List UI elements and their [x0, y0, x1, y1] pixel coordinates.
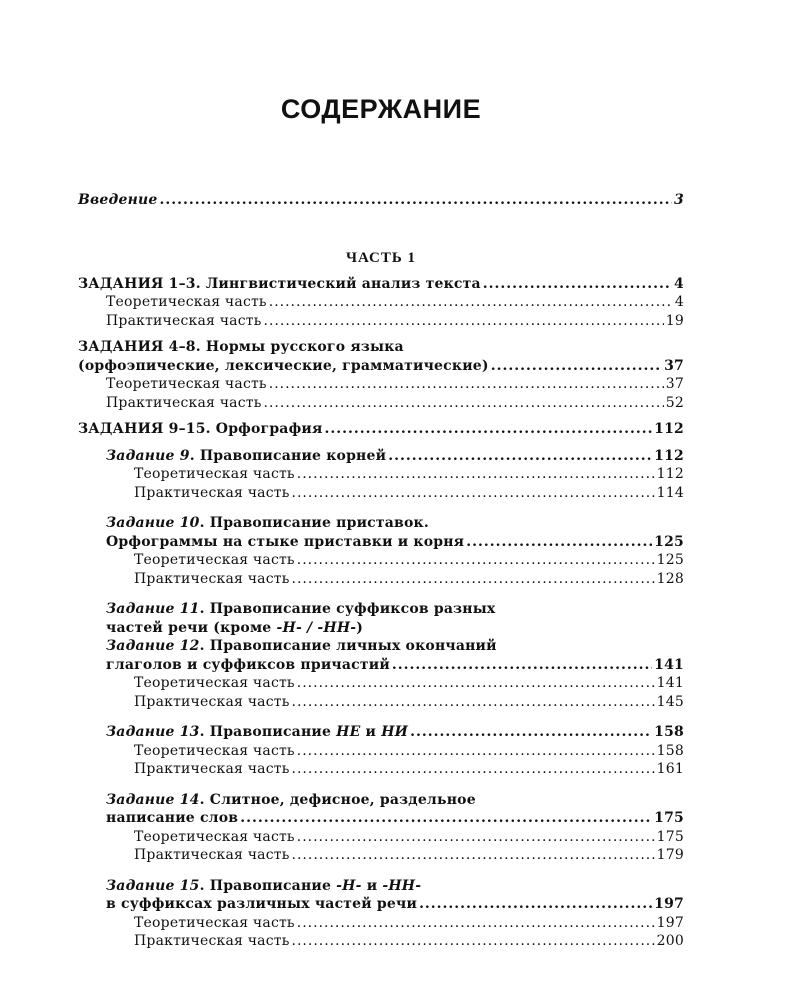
particle-term: НЕ [336, 724, 361, 740]
toc-label: Теоретическая часть [106, 376, 267, 392]
dot-leader [292, 484, 655, 503]
task-title: . Правописание суффиксов разных [199, 601, 496, 617]
toc-page-number: 52 [665, 394, 684, 411]
task-number: Задание 13 [106, 724, 200, 740]
toc-label [106, 723, 408, 742]
dot-leader [292, 932, 655, 951]
toc-page-number: 141 [656, 675, 684, 691]
task-title: . Правописание личных окончаний [199, 638, 497, 654]
toc-label: Практическая часть [134, 761, 290, 777]
task-number: Задание 11 [106, 601, 200, 617]
suffix-term: -Н- / -НН- [276, 619, 357, 636]
toc-entry-task-11-line2[interactable] [78, 619, 684, 638]
task-title: . Правописание [199, 877, 337, 894]
dot-leader [292, 846, 655, 865]
toc-label: Практическая часть [134, 933, 290, 949]
toc-page-number: 145 [656, 693, 684, 710]
toc-entry-task-14-line1[interactable] [78, 791, 684, 810]
toc-label: Практическая часть [134, 484, 290, 501]
toc-entry-theory[interactable] [78, 674, 684, 693]
toc-entry-theory[interactable] [78, 914, 684, 933]
suffix-term: -НН- [382, 877, 422, 894]
toc-entry-practice[interactable] [78, 394, 684, 413]
toc-label [106, 600, 495, 619]
dot-leader [388, 447, 652, 466]
toc-entry-task-11-line1[interactable] [78, 600, 684, 619]
toc-page-number: 141 [654, 656, 684, 673]
page-title: СОДЕРЖАНИЕ [280, 94, 482, 124]
toc-page-number: 125 [654, 533, 684, 550]
task-title: и [361, 877, 383, 894]
toc-page-number: 128 [656, 570, 684, 587]
dot-leader [297, 742, 655, 761]
task-number: Задание 15 [106, 877, 200, 894]
dot-leader [269, 375, 664, 394]
toc-entry-task-10-line1[interactable] [78, 514, 684, 533]
toc-label: Введение [78, 192, 158, 208]
toc-entry-practice[interactable] [78, 846, 684, 865]
toc-label [106, 791, 476, 810]
dot-leader [297, 551, 655, 570]
task-title: . Правописание приставок. [199, 515, 429, 531]
task-title: частей речи (кроме [106, 619, 277, 636]
toc-page-number: 161 [656, 761, 684, 777]
toc-entry-intro[interactable] [78, 191, 684, 210]
task-title: и [360, 724, 382, 740]
task-title: . Правописание корней [189, 447, 387, 464]
toc-label: Практическая часть [106, 312, 262, 329]
task-title: . Слитное, дефисное, раздельное [199, 791, 476, 808]
toc-label: (орфоэпические, лексические, грамматические) [78, 357, 489, 374]
dot-leader [297, 674, 655, 693]
toc-entry-task-15-line1[interactable] [78, 877, 684, 896]
toc-page-number: 112 [654, 447, 684, 464]
dot-leader [297, 465, 655, 484]
dot-leader [483, 275, 672, 294]
dot-leader [325, 420, 653, 439]
toc-page-number: 158 [656, 742, 684, 759]
task-number: Задание 10 [106, 515, 200, 531]
toc-label: Практическая часть [134, 570, 290, 587]
toc-entry-theory[interactable] [78, 465, 684, 484]
toc-page-number: 37 [664, 357, 684, 374]
toc-entry-theory[interactable] [78, 551, 684, 570]
toc-label: Орфограммы на стыке приставки и корня [106, 533, 465, 550]
toc-entry-practice[interactable] [78, 312, 684, 331]
toc-page-number: 175 [656, 828, 684, 845]
dot-leader [410, 723, 652, 742]
toc-entry-task-9[interactable] [78, 447, 684, 466]
toc-label: Практическая часть [106, 394, 262, 411]
dot-leader [297, 914, 655, 933]
dot-leader [264, 394, 664, 413]
part-heading: ЧАСТЬ 1 [345, 249, 417, 266]
dot-leader [297, 828, 655, 847]
toc-label: написание слов [106, 810, 239, 826]
dot-leader [159, 191, 672, 210]
dot-leader [466, 533, 652, 552]
toc-label: Теоретическая часть [134, 828, 295, 845]
toc-entry-theory[interactable] [78, 375, 684, 394]
dot-leader [292, 693, 655, 712]
dot-leader [240, 809, 652, 828]
toc-page-number: 114 [656, 484, 684, 501]
toc-entry-practice[interactable] [78, 484, 684, 503]
toc-label [106, 447, 386, 466]
dot-leader [292, 760, 655, 779]
toc-page-number: 179 [656, 847, 684, 863]
toc-page-number: 37 [665, 376, 684, 392]
task-number: Задание 12 [106, 638, 200, 654]
toc-page-number: 4 [674, 275, 684, 292]
toc-label [106, 637, 497, 656]
dot-leader [419, 895, 652, 914]
toc-page-number: 3 [674, 192, 684, 208]
toc-label [106, 619, 363, 638]
toc-label: Практическая часть [134, 693, 290, 710]
toc-label: Теоретическая часть [134, 552, 295, 568]
toc-page-number: 158 [654, 724, 684, 740]
toc-label: ЗАДАНИЯ 1–3. Лингвистический анализ текста [78, 275, 481, 292]
toc-page-number: 200 [656, 933, 684, 949]
toc-entry-tasks-1-3[interactable] [78, 275, 684, 294]
toc-page-number: 4 [674, 294, 684, 310]
task-number: Задание 9 [106, 447, 190, 464]
toc-entry-task-12-line1[interactable] [78, 637, 684, 656]
toc-page-number: 197 [656, 914, 684, 931]
toc-entry-theory[interactable] [78, 742, 684, 761]
dot-leader [491, 357, 662, 376]
toc-entry-tasks-4-8[interactable] [78, 357, 684, 376]
task-number: Задание 14 [106, 791, 200, 808]
toc-label: Теоретическая часть [134, 466, 295, 482]
toc-entry-task-10[interactable] [78, 533, 684, 552]
toc-entry-task-12[interactable] [78, 656, 684, 675]
dot-leader [269, 293, 673, 312]
toc-entry-practice[interactable] [78, 932, 684, 951]
toc-page-number: 112 [654, 421, 684, 437]
toc-entry-tasks-9-15[interactable] [78, 420, 684, 439]
particle-term: НИ [381, 724, 409, 740]
task-title: ) [356, 619, 364, 636]
toc-label [106, 877, 421, 896]
toc-label: Теоретическая часть [134, 675, 295, 691]
dot-leader [292, 570, 655, 589]
toc-entry-tasks-4-8-line1[interactable] [78, 338, 684, 357]
toc-entry-theory[interactable] [78, 828, 684, 847]
toc-label: Теоретическая часть [134, 914, 295, 931]
toc-label: в суффиксах различных частей речи [106, 896, 418, 912]
toc-page-number: 197 [654, 896, 684, 912]
toc-label: ЗАДАНИЯ 9–15. Орфография [78, 421, 323, 437]
toc-entry-practice[interactable] [78, 760, 684, 779]
toc-label: Практическая часть [134, 847, 290, 863]
toc-entry-task-13[interactable] [78, 723, 684, 742]
toc-label [106, 514, 429, 533]
suffix-term: -Н- [336, 877, 362, 894]
toc-entry-practice[interactable] [78, 570, 684, 589]
table-of-contents [78, 191, 684, 951]
toc-page-number: 175 [654, 810, 684, 826]
dot-leader [392, 656, 652, 675]
toc-entry-practice[interactable] [78, 693, 684, 712]
toc-label: Теоретическая часть [134, 742, 295, 759]
toc-page-number: 19 [665, 312, 684, 329]
task-title: . Правописание [199, 724, 337, 740]
toc-entry-task-14[interactable] [78, 809, 684, 828]
toc-page-number: 112 [656, 466, 684, 482]
toc-label: Теоретическая часть [106, 294, 267, 310]
toc-entry-task-15[interactable] [78, 895, 684, 914]
toc-label: глаголов и суффиксов причастий [106, 656, 390, 673]
toc-page-number: 125 [656, 552, 684, 568]
toc-label: ЗАДАНИЯ 4–8. Нормы русского языка [78, 339, 404, 355]
dot-leader [264, 312, 664, 331]
toc-entry-theory[interactable] [78, 293, 684, 312]
